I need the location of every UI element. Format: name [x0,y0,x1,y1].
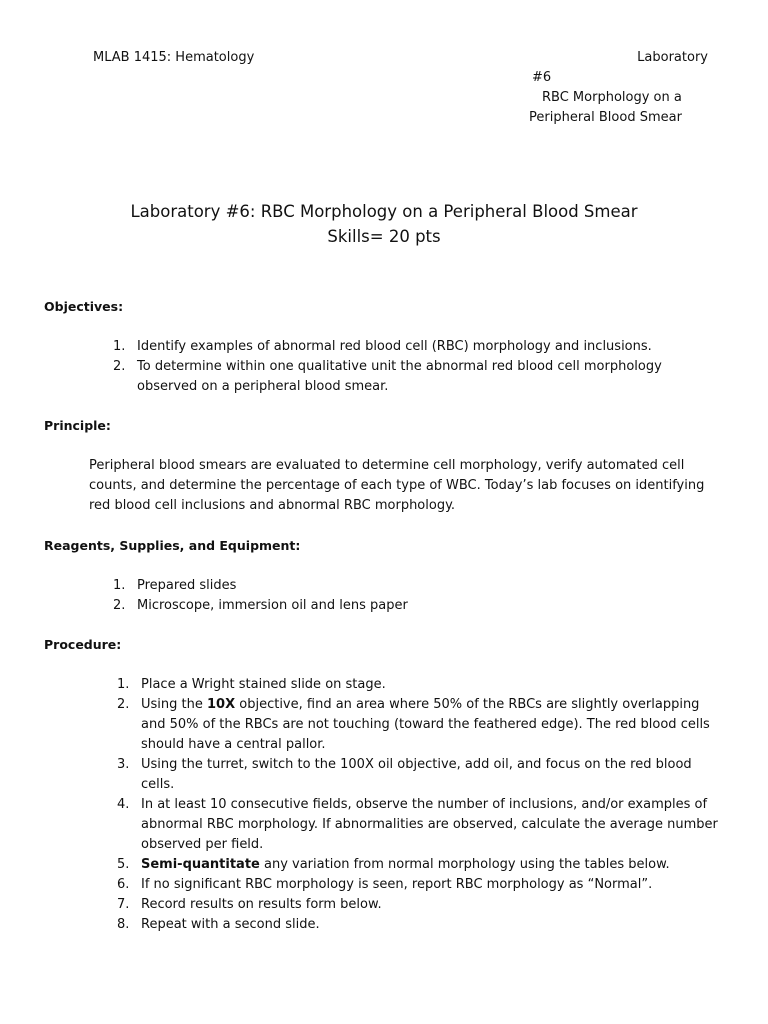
item-number: 1. [113,578,126,593]
principle-paragraph: Peripheral blood smears are evaluated to determine cell morphology, verify automated cell counts, and determine the percentage of each type of WBC. Today’s lab focuses on identifying red blood cell inclusions and abnormal RBC morphology. [89,458,705,513]
item-number: 2. [113,359,126,374]
item-text: Identify examples of abnormal red blood cell (RBC) morphology and inclusions. [137,339,652,354]
item-text: Repeat with a second slide. [141,917,320,932]
list-item [117,675,727,695]
item-text: Record results on results form below. [141,897,382,912]
lab-header-line3: RBC Morphology on a [542,90,682,105]
list-item [113,596,713,616]
lab-header-line2: #6 [532,70,552,85]
item-text-post: objective, find an area where 50% of the RBCs are slightly overlapping and 50% of the RBCs are not touching (toward the feathered edge). The red blood cells should have a central pallor. [141,697,710,752]
list-item [117,895,727,915]
item-number: 1. [113,339,126,354]
objectives-list [113,337,723,397]
list-item [113,337,723,357]
reagents-heading: Reagents, Supplies, and Equipment: [44,538,301,553]
page-title [0,199,768,249]
reagents-list [113,576,713,616]
list-item [117,875,727,895]
item-text-post: any variation from normal morphology using the tables below. [259,857,670,872]
lab-header-line4: Peripheral Blood Smear [529,110,682,125]
item-number: 6. [117,877,130,892]
item-text-bold: Semi-quantitate [141,857,260,872]
course-name: MLAB 1415: Hematology [93,50,255,65]
item-text: To determine within one qualitative unit the abnormal red blood cell morphology observed on a peripheral blood smear. [137,359,662,394]
lab-header-line1: Laboratory [637,50,708,65]
item-number: 1. [117,677,130,692]
title-line1: Laboratory #6: RBC Morphology on a Peripheral Blood Smear [130,202,638,221]
principle-heading: Principle: [44,418,111,433]
list-item [117,755,727,795]
item-text: Microscope, immersion oil and lens paper [137,598,408,613]
list-item [117,855,727,875]
list-item [117,695,727,755]
item-text-bold: 10X [207,697,236,712]
list-item [117,795,727,855]
item-number: 7. [117,897,130,912]
lab-header-block [528,48,708,128]
procedure-heading: Procedure: [44,637,122,652]
item-text: If no significant RBC morphology is seen, report RBC morphology as “Normal”. [141,877,653,892]
item-number: 8. [117,917,130,932]
item-number: 2. [117,697,130,712]
item-number: 3. [117,757,130,772]
item-text: In at least 10 consecutive fields, observe the number of inclusions, and/or examples of abnormal RBC morphology. If abnormalities are observed, calculate the average number observed per field. [141,797,718,852]
item-text: Using the turret, switch to the 100X oil objective, add oil, and focus on the red blood cells. [141,757,692,792]
item-text: Prepared slides [137,578,237,593]
item-text-pre: Using the [141,697,207,712]
list-item [113,357,723,397]
title-line2: Skills= 20 pts [327,227,441,246]
item-number: 4. [117,797,130,812]
item-number: 2. [113,598,126,613]
item-text: Place a Wright stained slide on stage. [141,677,386,692]
objectives-heading: Objectives: [44,299,124,314]
list-item [117,915,727,935]
item-number: 5. [117,857,130,872]
list-item [113,576,713,596]
procedure-list [117,675,727,935]
